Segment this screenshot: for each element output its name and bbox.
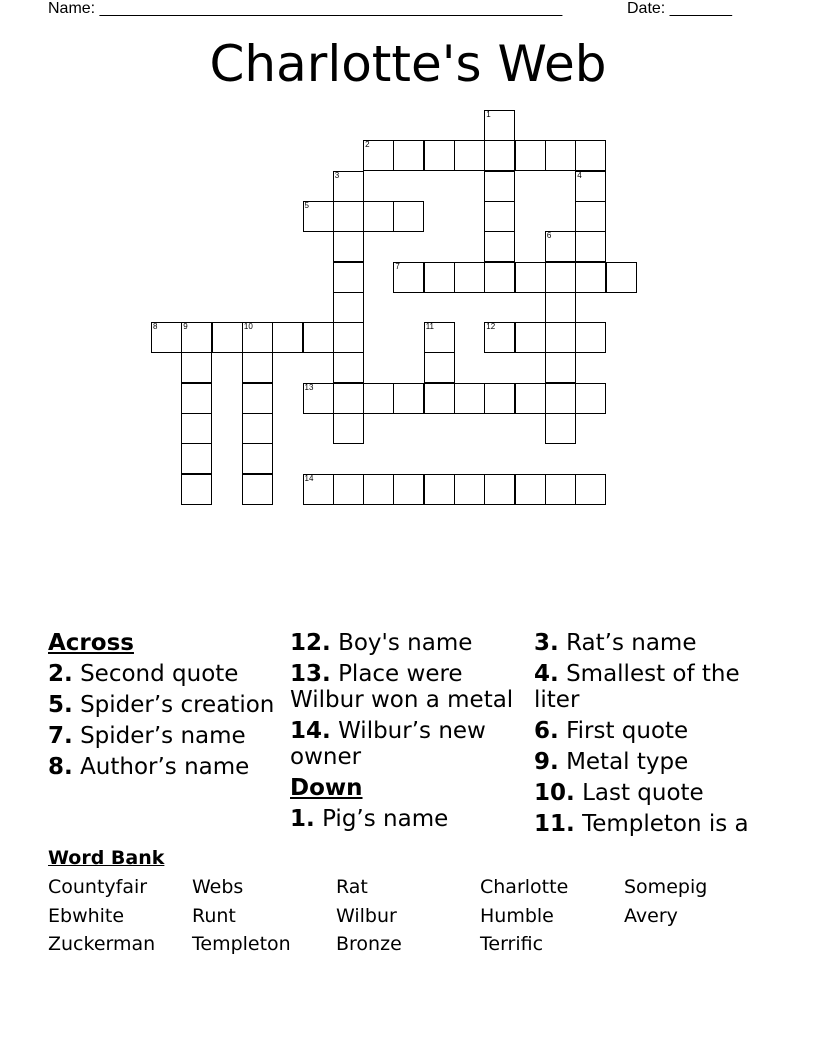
crossword-cell[interactable] [303, 383, 334, 414]
crossword-cell[interactable] [515, 140, 546, 171]
crossword-cell[interactable] [333, 231, 364, 262]
crossword-cell[interactable] [575, 474, 606, 505]
clue-item [290, 718, 525, 770]
crossword-cell[interactable] [181, 352, 212, 383]
crossword-cell[interactable] [606, 262, 637, 293]
clue-text: Author’s name [80, 754, 250, 780]
clue-item [48, 754, 283, 780]
crossword-cell[interactable] [575, 201, 606, 232]
crossword-cell[interactable] [363, 383, 394, 414]
page-title: Charlotte's Web [209, 35, 607, 93]
crossword-cell[interactable] [181, 474, 212, 505]
word-bank-word: Charlotte [480, 876, 569, 898]
crossword-cell[interactable] [272, 322, 303, 353]
clue-number: 11. [534, 811, 575, 837]
crossword-cell[interactable] [393, 262, 424, 293]
clue-number: 10. [534, 780, 575, 806]
clue-number: 11 [425, 322, 434, 332]
clue-number: 1 [486, 110, 491, 119]
clue-number: 8 [153, 322, 158, 332]
clue-item [534, 749, 769, 775]
crossword-cell[interactable] [424, 262, 455, 293]
clue-text: Metal type [566, 749, 689, 775]
clue-number: 5. [48, 692, 73, 718]
clue-number: 8. [48, 754, 73, 780]
crossword-cell[interactable] [333, 474, 364, 505]
word-bank-word: Rat [336, 876, 368, 898]
crossword-cell[interactable] [484, 201, 515, 232]
crossword-cell[interactable] [242, 443, 273, 474]
crossword-cell[interactable] [333, 383, 364, 414]
word-bank-word: Wilbur [336, 904, 397, 927]
clue-number: 2 [365, 140, 370, 150]
clue-number: 4 [577, 170, 582, 180]
clue-number: 12. [290, 630, 331, 656]
crossword-cell[interactable] [393, 383, 424, 414]
crossword-cell[interactable] [333, 322, 364, 353]
clue-item [48, 661, 283, 687]
crossword-cell[interactable] [515, 474, 546, 505]
clue-number: 1. [290, 806, 315, 832]
clue-number: 10 [243, 322, 253, 332]
crossword-cell[interactable] [454, 383, 485, 414]
crossword-cell[interactable] [454, 140, 485, 171]
clue-number: 6 [546, 231, 552, 241]
crossword-cell[interactable] [575, 140, 606, 171]
crossword-cell[interactable] [303, 322, 334, 353]
clues-column-1 [48, 630, 283, 785]
crossword-cell[interactable] [515, 322, 546, 353]
clue-item [290, 661, 525, 713]
word-bank-word: Countyfair [48, 876, 148, 898]
crossword-cell[interactable] [333, 292, 364, 323]
crossword-cell[interactable] [545, 292, 576, 323]
clue-number: 7. [48, 723, 73, 749]
clue-item [290, 630, 525, 656]
crossword-cell[interactable] [333, 201, 364, 232]
word-bank-word: Zuckerman [48, 933, 156, 955]
clue-number: 4. [534, 661, 559, 687]
clue-text: Templeton is a [582, 811, 749, 837]
clue-number: 12 [486, 322, 496, 332]
word-bank-word: Runt [192, 904, 236, 927]
clue-number: 6. [534, 718, 559, 744]
crossword-cell[interactable] [575, 231, 606, 262]
clue-number: 9 [183, 322, 188, 332]
crossword-cell[interactable] [545, 413, 576, 444]
clue-text: First quote [566, 718, 689, 744]
down-clue-list [290, 806, 525, 832]
clue-text: Last quote [582, 780, 704, 806]
crossword-cell[interactable] [393, 201, 424, 232]
word-bank-title: Word Bank [48, 847, 165, 869]
crossword-cell[interactable] [242, 322, 273, 353]
crossword-cell[interactable] [242, 474, 273, 505]
crossword-cell[interactable] [181, 322, 212, 353]
crossword-cell[interactable] [545, 262, 576, 293]
clue-number: 5 [304, 200, 309, 210]
crossword-cell[interactable] [575, 383, 606, 414]
crossword-cell[interactable] [181, 413, 212, 444]
crossword-cell[interactable] [515, 262, 546, 293]
crossword-cell[interactable] [333, 262, 364, 293]
word-bank-word: Ebwhite [48, 904, 125, 927]
clue-number: 7 [395, 261, 400, 271]
clue-number: 14 [304, 473, 314, 483]
clue-item [534, 630, 769, 656]
crossword-cell[interactable] [575, 322, 606, 353]
clue-text: Place were Wilbur won a metal [290, 661, 514, 713]
crossword-cell[interactable] [333, 413, 364, 444]
crossword-cell[interactable] [424, 140, 455, 171]
clue-number: 13. [290, 661, 331, 687]
across-clue-list [48, 661, 283, 780]
clue-number: 2. [48, 661, 73, 687]
crossword-cell[interactable] [484, 322, 515, 353]
clue-number: 3. [534, 630, 559, 656]
crossword-cell[interactable] [424, 474, 455, 505]
word-bank-word: Templeton [192, 933, 291, 955]
down-heading: Down [290, 775, 363, 801]
word-bank-word: Avery [624, 904, 678, 927]
crossword-cell[interactable] [484, 231, 515, 262]
crossword-cell[interactable] [545, 352, 576, 383]
clue-text: Spider’s creation [80, 692, 275, 718]
clue-item [290, 806, 525, 832]
crossword-cell[interactable] [575, 171, 606, 202]
clue-number: 14. [290, 718, 331, 744]
clue-item [534, 780, 769, 806]
crossword-cell[interactable] [575, 262, 606, 293]
crossword-cell[interactable] [181, 443, 212, 474]
clue-text: Spider’s name [80, 723, 246, 749]
clue-number: 9. [534, 749, 559, 775]
crossword-cell[interactable] [242, 413, 273, 444]
word-bank-word: Terrific [480, 933, 544, 955]
crossword-cell[interactable] [424, 383, 455, 414]
down-clue-list-continued [534, 630, 769, 837]
crossword-cell[interactable] [303, 474, 334, 505]
crossword-cell[interactable] [333, 171, 364, 202]
crossword-cell[interactable] [181, 383, 212, 414]
clues-column-3 [534, 630, 769, 842]
crossword-cell[interactable] [484, 171, 515, 202]
crossword-cell[interactable] [393, 140, 424, 171]
crossword-cell[interactable] [484, 262, 515, 293]
crossword-cell[interactable] [242, 352, 273, 383]
clue-item [534, 811, 769, 837]
clue-text: Smallest of the liter [534, 661, 740, 713]
crossword-cell[interactable] [242, 383, 273, 414]
crossword-cell[interactable] [303, 201, 334, 232]
crossword-cell[interactable] [545, 231, 576, 262]
crossword-cell[interactable] [363, 140, 394, 171]
crossword-cell[interactable] [363, 201, 394, 232]
crossword-cell[interactable] [393, 474, 424, 505]
crossword-cell[interactable] [515, 383, 546, 414]
name-field-line[interactable]: Name: ____________________________________________________ [48, 0, 563, 17]
clue-text: Second quote [80, 661, 239, 687]
clue-item [534, 661, 769, 713]
clue-text: Rat’s name [566, 630, 697, 656]
crossword-cell[interactable] [484, 140, 515, 171]
clue-number: 13 [304, 382, 314, 392]
crossword-cell[interactable] [363, 474, 394, 505]
crossword-cell[interactable] [545, 383, 576, 414]
crossword-cell[interactable] [545, 474, 576, 505]
date-field-line[interactable]: Date: _______ [627, 0, 732, 17]
crossword-cell[interactable] [212, 322, 243, 353]
crossword-cell[interactable] [545, 322, 576, 353]
crossword-cell[interactable] [333, 352, 364, 383]
crossword-cell[interactable] [545, 140, 576, 171]
word-bank-word: Webs [192, 876, 244, 898]
clue-text: Pig’s name [322, 806, 449, 832]
clue-text: Wilbur’s new owner [290, 718, 486, 770]
clue-item [48, 723, 283, 749]
clue-item [48, 692, 283, 718]
clue-number: 3 [334, 170, 340, 180]
across-heading: Across [48, 630, 134, 656]
word-bank-word: Bronze [336, 933, 402, 955]
crossword-cell[interactable] [484, 110, 515, 141]
crossword-cell[interactable] [424, 352, 455, 383]
crossword-cell[interactable] [151, 322, 182, 353]
crossword-cell[interactable] [484, 474, 515, 505]
clue-text: Boy's name [338, 630, 473, 656]
crossword-cell[interactable] [454, 474, 485, 505]
word-bank-word: Somepig [624, 876, 708, 898]
crossword-cell[interactable] [454, 262, 485, 293]
clues-column-2 [290, 630, 525, 837]
word-bank-word: Humble [480, 904, 554, 927]
crossword-cell[interactable] [424, 322, 455, 353]
crossword-cell[interactable] [484, 383, 515, 414]
clue-item [534, 718, 769, 744]
across-clue-list-continued [290, 630, 525, 770]
